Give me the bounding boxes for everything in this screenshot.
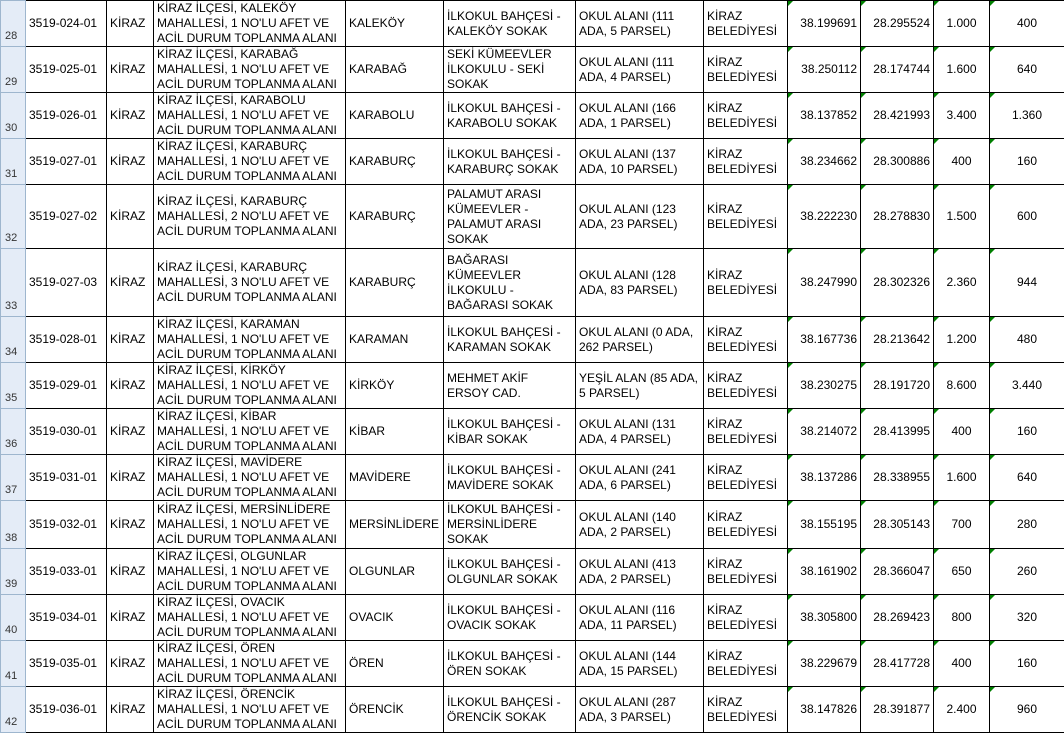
cell-address[interactable]: SEKİ KÜMEEVLER İLKOKULU - SEKİ SOKAK [444,47,576,93]
cell-area-m2[interactable]: 2.360 [934,249,990,317]
cell-code[interactable]: 3519-024-01 [26,1,107,47]
cell-code[interactable]: 3519-027-02 [26,185,107,249]
cell-address[interactable]: İLKOKUL BAHÇESİ - OVACIK SOKAK [444,595,576,641]
row-number[interactable]: 30 [1,93,26,139]
cell-land-type[interactable]: OKUL ALANI (137 ADA, 10 PARSEL) [576,139,704,185]
table-row[interactable] [1,501,1064,549]
cell-latitude[interactable]: 38.167736 [788,317,861,363]
cell-latitude[interactable]: 38.222230 [788,185,861,249]
cell-neighborhood[interactable]: KARABAĞ [346,47,444,93]
cell-district[interactable]: KİRAZ [107,139,154,185]
row-number[interactable]: 32 [1,185,26,249]
row-number[interactable]: 36 [1,409,26,455]
cell-latitude[interactable]: 38.230275 [788,363,861,409]
cell-code[interactable]: 3519-032-01 [26,501,107,549]
table-row[interactable] [1,595,1064,641]
cell-owner[interactable]: KİRAZ BELEDİYESİ [704,249,788,317]
cell-neighborhood[interactable]: OVACIK [346,595,444,641]
cell-capacity[interactable]: 1.360 [990,93,1064,139]
cell-capacity[interactable]: 960 [990,687,1064,733]
cell-code[interactable]: 3519-030-01 [26,409,107,455]
cell-capacity[interactable]: 400 [990,1,1064,47]
cell-address[interactable]: İLKOKUL BAHÇESİ - ÖRENCİK SOKAK [444,687,576,733]
cell-longitude[interactable]: 28.278830 [861,185,934,249]
cell-longitude[interactable]: 28.305143 [861,501,934,549]
cell-neighborhood[interactable]: ÖRENCİK [346,687,444,733]
cell-area-m2[interactable]: 1.500 [934,185,990,249]
cell-land-type[interactable]: YEŞİL ALAN (85 ADA, 5 PARSEL) [576,363,704,409]
table-row[interactable] [1,139,1064,185]
cell-neighborhood[interactable]: MAVİDERE [346,455,444,501]
cell-code[interactable]: 3519-035-01 [26,641,107,687]
row-number[interactable]: 28 [1,1,26,47]
cell-area-m2[interactable]: 400 [934,409,990,455]
table-row[interactable] [1,317,1064,363]
cell-owner[interactable]: KİRAZ BELEDİYESİ [704,409,788,455]
table-row[interactable] [1,93,1064,139]
cell-owner[interactable]: KİRAZ BELEDİYESİ [704,317,788,363]
cell-land-type[interactable]: OKUL ALANI (116 ADA, 11 PARSEL) [576,595,704,641]
cell-area-m2[interactable]: 400 [934,641,990,687]
cell-district[interactable]: KİRAZ [107,595,154,641]
cell-longitude[interactable]: 28.366047 [861,549,934,595]
cell-land-type[interactable]: OKUL ALANI (111 ADA, 4 PARSEL) [576,47,704,93]
cell-address[interactable]: PALAMUT ARASI KÜMEEVLER - PALAMUT ARASI SOKAK [444,185,576,249]
row-number[interactable]: 31 [1,139,26,185]
table-row[interactable] [1,47,1064,93]
cell-latitude[interactable]: 38.250112 [788,47,861,93]
row-number[interactable]: 42 [1,687,26,733]
row-number[interactable]: 40 [1,595,26,641]
cell-district[interactable]: KİRAZ [107,363,154,409]
cell-capacity[interactable]: 944 [990,249,1064,317]
table-row[interactable] [1,249,1064,317]
cell-area-m2[interactable]: 2.400 [934,687,990,733]
cell-address[interactable]: İLKOKUL BAHÇESİ - MERSİNLİDERE SOKAK [444,501,576,549]
cell-owner[interactable]: KİRAZ BELEDİYESİ [704,595,788,641]
cell-area-m2[interactable]: 3.400 [934,93,990,139]
cell-capacity[interactable]: 160 [990,409,1064,455]
row-number[interactable]: 33 [1,249,26,317]
cell-neighborhood[interactable]: MERSİNLİDERE [346,501,444,549]
cell-area-name[interactable]: KİRAZ İLÇESİ, MERSİNLİDERE MAHALLESİ, 1 NO'LU AFET VE ACİL DURUM TOPLANMA ALANI [154,501,346,549]
cell-area-name[interactable]: KİRAZ İLÇESİ, KARABURÇ MAHALLESİ, 1 NO'LU AFET VE ACİL DURUM TOPLANMA ALANI [154,139,346,185]
cell-area-m2[interactable]: 1.600 [934,455,990,501]
cell-neighborhood[interactable]: KARABOLU [346,93,444,139]
cell-latitude[interactable]: 38.234662 [788,139,861,185]
cell-area-m2[interactable]: 400 [934,139,990,185]
row-number[interactable]: 38 [1,501,26,549]
cell-longitude[interactable]: 28.213642 [861,317,934,363]
cell-capacity[interactable]: 320 [990,595,1064,641]
cell-area-m2[interactable]: 800 [934,595,990,641]
cell-land-type[interactable]: OKUL ALANI (166 ADA, 1 PARSEL) [576,93,704,139]
cell-area-m2[interactable]: 1.600 [934,47,990,93]
cell-area-name[interactable]: KİRAZ İLÇESİ, KARABURÇ MAHALLESİ, 2 NO'LU AFET VE ACİL DURUM TOPLANMA ALANI [154,185,346,249]
cell-longitude[interactable]: 28.295524 [861,1,934,47]
cell-land-type[interactable]: OKUL ALANI (123 ADA, 23 PARSEL) [576,185,704,249]
cell-area-m2[interactable]: 650 [934,549,990,595]
cell-owner[interactable]: KİRAZ BELEDİYESİ [704,47,788,93]
cell-latitude[interactable]: 38.155195 [788,501,861,549]
cell-latitude[interactable]: 38.229679 [788,641,861,687]
cell-owner[interactable]: KİRAZ BELEDİYESİ [704,1,788,47]
cell-land-type[interactable]: OKUL ALANI (128 ADA, 83 PARSEL) [576,249,704,317]
table-row[interactable] [1,185,1064,249]
cell-capacity[interactable]: 640 [990,47,1064,93]
cell-latitude[interactable]: 38.137852 [788,93,861,139]
cell-land-type[interactable]: OKUL ALANI (111 ADA, 5 PARSEL) [576,1,704,47]
cell-code[interactable]: 3519-027-01 [26,139,107,185]
cell-district[interactable]: KİRAZ [107,641,154,687]
row-number[interactable]: 35 [1,363,26,409]
cell-longitude[interactable]: 28.417728 [861,641,934,687]
cell-area-m2[interactable]: 1.200 [934,317,990,363]
cell-owner[interactable]: KİRAZ BELEDİYESİ [704,501,788,549]
cell-longitude[interactable]: 28.421993 [861,93,934,139]
table-row[interactable] [1,363,1064,409]
cell-capacity[interactable]: 600 [990,185,1064,249]
cell-address[interactable]: İLKOKUL BAHÇESİ - MAVİDERE SOKAK [444,455,576,501]
table-row[interactable] [1,455,1064,501]
row-number[interactable]: 41 [1,641,26,687]
cell-longitude[interactable]: 28.302326 [861,249,934,317]
cell-district[interactable]: KİRAZ [107,93,154,139]
cell-district[interactable]: KİRAZ [107,549,154,595]
cell-owner[interactable]: KİRAZ BELEDİYESİ [704,93,788,139]
row-number[interactable]: 37 [1,455,26,501]
cell-owner[interactable]: KİRAZ BELEDİYESİ [704,455,788,501]
cell-owner[interactable]: KİRAZ BELEDİYESİ [704,641,788,687]
cell-code[interactable]: 3519-036-01 [26,687,107,733]
cell-land-type[interactable]: OKUL ALANI (140 ADA, 2 PARSEL) [576,501,704,549]
row-number[interactable]: 29 [1,47,26,93]
cell-capacity[interactable]: 260 [990,549,1064,595]
cell-area-m2[interactable]: 8.600 [934,363,990,409]
cell-address[interactable]: İLKOKUL BAHÇESİ - OLGUNLAR SOKAK [444,549,576,595]
cell-district[interactable]: KİRAZ [107,317,154,363]
cell-longitude[interactable]: 28.391877 [861,687,934,733]
cell-longitude[interactable]: 28.269423 [861,595,934,641]
table-row[interactable] [1,549,1064,595]
cell-latitude[interactable]: 38.214072 [788,409,861,455]
cell-code[interactable]: 3519-034-01 [26,595,107,641]
cell-district[interactable]: KİRAZ [107,687,154,733]
cell-address[interactable]: BAĞARASI KÜMEEVLER İLKOKULU - BAĞARASI SOKAK [444,249,576,317]
cell-district[interactable]: KİRAZ [107,249,154,317]
cell-district[interactable]: KİRAZ [107,185,154,249]
cell-area-name[interactable]: KİRAZ İLÇESİ, KİBAR MAHALLESİ, 1 NO'LU AFET VE ACİL DURUM TOPLANMA ALANI [154,409,346,455]
cell-land-type[interactable]: OKUL ALANI (241 ADA, 6 PARSEL) [576,455,704,501]
cell-code[interactable]: 3519-025-01 [26,47,107,93]
cell-address[interactable]: İLKOKUL BAHÇESİ - ÖREN SOKAK [444,641,576,687]
cell-land-type[interactable]: OKUL ALANI (287 ADA, 3 PARSEL) [576,687,704,733]
cell-capacity[interactable]: 280 [990,501,1064,549]
cell-latitude[interactable]: 38.161902 [788,549,861,595]
cell-area-name[interactable]: KİRAZ İLÇESİ, KARAMAN MAHALLESİ, 1 NO'LU AFET VE ACİL DURUM TOPLANMA ALANI [154,317,346,363]
cell-area-name[interactable]: KİRAZ İLÇESİ, KARABURÇ MAHALLESİ, 3 NO'LU AFET VE ACİL DURUM TOPLANMA ALANI [154,249,346,317]
cell-capacity[interactable]: 480 [990,317,1064,363]
cell-capacity[interactable]: 3.440 [990,363,1064,409]
cell-neighborhood[interactable]: KALEKÖY [346,1,444,47]
cell-district[interactable]: KİRAZ [107,455,154,501]
cell-neighborhood[interactable]: KARABURÇ [346,139,444,185]
cell-land-type[interactable]: OKUL ALANI (0 ADA, 262 PARSEL) [576,317,704,363]
cell-code[interactable]: 3519-027-03 [26,249,107,317]
cell-area-name[interactable]: KİRAZ İLÇESİ, ÖRENCİK MAHALLESİ, 1 NO'LU AFET VE ACİL DURUM TOPLANMA ALANI [154,687,346,733]
cell-latitude[interactable]: 38.147826 [788,687,861,733]
cell-longitude[interactable]: 28.338955 [861,455,934,501]
cell-district[interactable]: KİRAZ [107,1,154,47]
cell-latitude[interactable]: 38.247990 [788,249,861,317]
cell-owner[interactable]: KİRAZ BELEDİYESİ [704,185,788,249]
table-row[interactable] [1,687,1064,733]
cell-address[interactable]: İLKOKUL BAHÇESİ - KARABURÇ SOKAK [444,139,576,185]
cell-owner[interactable]: KİRAZ BELEDİYESİ [704,687,788,733]
cell-longitude[interactable]: 28.413995 [861,409,934,455]
cell-latitude[interactable]: 38.199691 [788,1,861,47]
cell-area-name[interactable]: KİRAZ İLÇESİ, ÖREN MAHALLESİ, 1 NO'LU AFET VE ACİL DURUM TOPLANMA ALANI [154,641,346,687]
cell-capacity[interactable]: 160 [990,139,1064,185]
cell-land-type[interactable]: OKUL ALANI (413 ADA, 2 PARSEL) [576,549,704,595]
cell-code[interactable]: 3519-026-01 [26,93,107,139]
cell-area-name[interactable]: KİRAZ İLÇESİ, MAVİDERE MAHALLESİ, 1 NO'LU AFET VE ACİL DURUM TOPLANMA ALANI [154,455,346,501]
cell-neighborhood[interactable]: KİRKÖY [346,363,444,409]
cell-code[interactable]: 3519-028-01 [26,317,107,363]
cell-neighborhood[interactable]: KİBAR [346,409,444,455]
cell-neighborhood[interactable]: KARABURÇ [346,185,444,249]
cell-land-type[interactable]: OKUL ALANI (144 ADA, 15 PARSEL) [576,641,704,687]
row-number[interactable]: 39 [1,549,26,595]
cell-code[interactable]: 3519-031-01 [26,455,107,501]
cell-longitude[interactable]: 28.191720 [861,363,934,409]
cell-owner[interactable]: KİRAZ BELEDİYESİ [704,549,788,595]
table-row[interactable] [1,641,1064,687]
cell-owner[interactable]: KİRAZ BELEDİYESİ [704,363,788,409]
cell-area-name[interactable]: KİRAZ İLÇESİ, OVACIK MAHALLESİ, 1 NO'LU AFET VE ACİL DURUM TOPLANMA ALANI [154,595,346,641]
cell-address[interactable]: MEHMET AKİF ERSOY CAD. [444,363,576,409]
cell-neighborhood[interactable]: OLGUNLAR [346,549,444,595]
cell-capacity[interactable]: 640 [990,455,1064,501]
cell-neighborhood[interactable]: KARAMAN [346,317,444,363]
cell-latitude[interactable]: 38.305800 [788,595,861,641]
cell-district[interactable]: KİRAZ [107,47,154,93]
cell-longitude[interactable]: 28.174744 [861,47,934,93]
sheet-body [1,1,1064,733]
cell-code[interactable]: 3519-033-01 [26,549,107,595]
cell-district[interactable]: KİRAZ [107,501,154,549]
cell-area-name[interactable]: KİRAZ İLÇESİ, KİRKÖY MAHALLESİ, 1 NO'LU AFET VE ACİL DURUM TOPLANMA ALANI [154,363,346,409]
cell-area-name[interactable]: KİRAZ İLÇESİ, KALEKÖY MAHALLESİ, 1 NO'LU AFET VE ACİL DURUM TOPLANMA ALANI [154,1,346,47]
table-row[interactable] [1,409,1064,455]
cell-code[interactable]: 3519-029-01 [26,363,107,409]
cell-land-type[interactable]: OKUL ALANI (131 ADA, 4 PARSEL) [576,409,704,455]
cell-owner[interactable]: KİRAZ BELEDİYESİ [704,139,788,185]
cell-area-name[interactable]: KİRAZ İLÇESİ, KARABAĞ MAHALLESİ, 1 NO'LU AFET VE ACİL DURUM TOPLANMA ALANI [154,47,346,93]
cell-area-name[interactable]: KİRAZ İLÇESİ, KARABOLU MAHALLESİ, 1 NO'LU AFET VE ACİL DURUM TOPLANMA ALANI [154,93,346,139]
cell-area-name[interactable]: KİRAZ İLÇESİ, OLGUNLAR MAHALLESİ, 1 NO'LU AFET VE ACİL DURUM TOPLANMA ALANI [154,549,346,595]
cell-neighborhood[interactable]: ÖREN [346,641,444,687]
cell-area-m2[interactable]: 1.000 [934,1,990,47]
cell-address[interactable]: İLKOKUL BAHÇESİ - KARABOLU SOKAK [444,93,576,139]
table-row[interactable] [1,1,1064,47]
cell-district[interactable]: KİRAZ [107,409,154,455]
cell-address[interactable]: İLKOKUL BAHÇESİ - KARAMAN SOKAK [444,317,576,363]
cell-neighborhood[interactable]: KARABURÇ [346,249,444,317]
cell-longitude[interactable]: 28.300886 [861,139,934,185]
cell-capacity[interactable]: 160 [990,641,1064,687]
cell-address[interactable]: İLKOKUL BAHÇESİ - KİBAR SOKAK [444,409,576,455]
row-number[interactable]: 34 [1,317,26,363]
cell-address[interactable]: İLKOKUL BAHÇESİ - KALEKÖY SOKAK [444,1,576,47]
cell-area-m2[interactable]: 700 [934,501,990,549]
cell-latitude[interactable]: 38.137286 [788,455,861,501]
